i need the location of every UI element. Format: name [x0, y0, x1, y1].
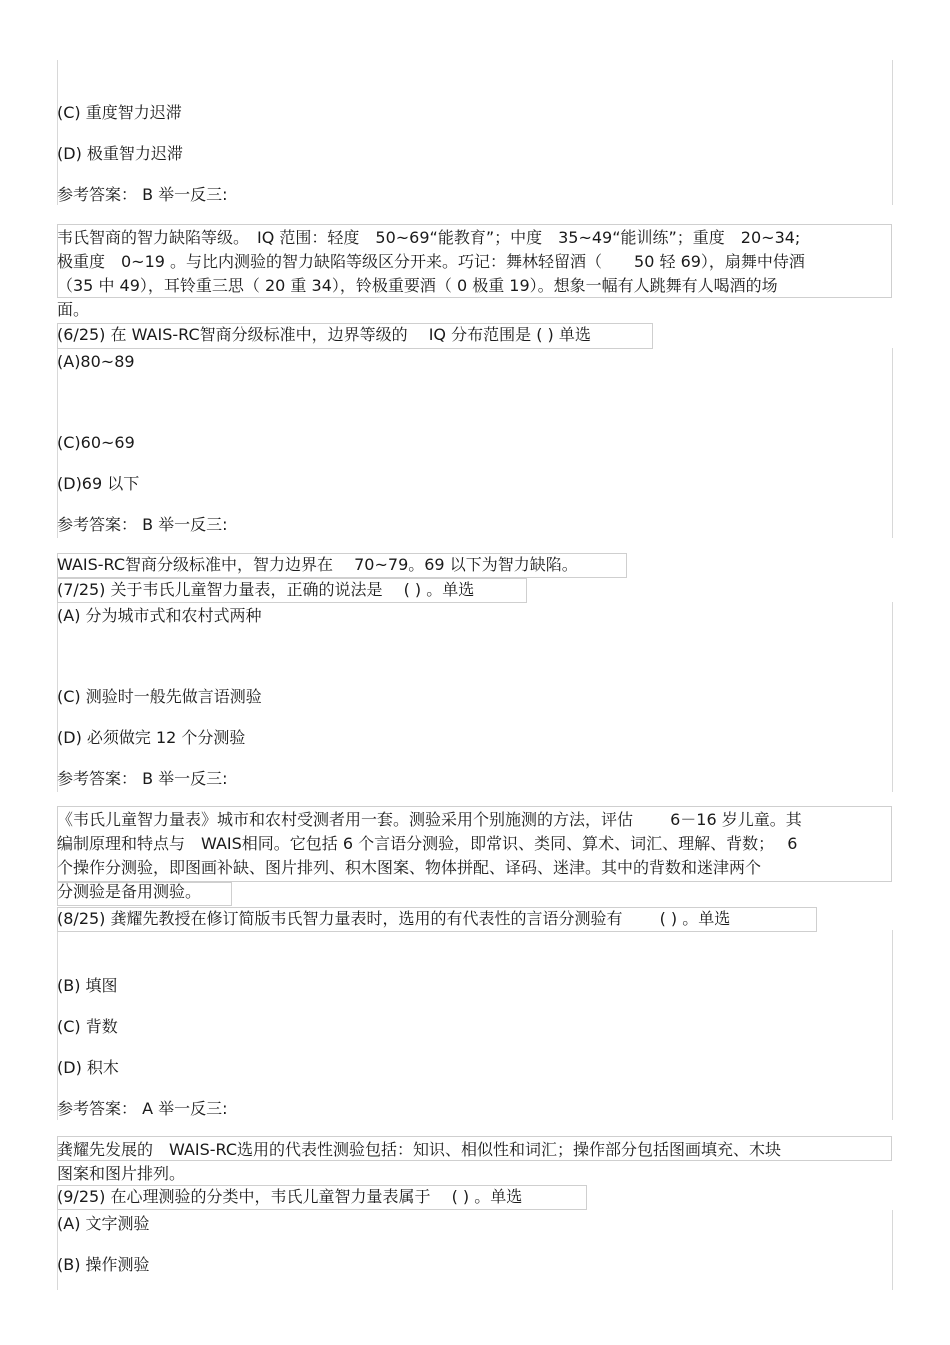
q7-option-c: (C) 测验时一般先做言语测验 [57, 687, 262, 706]
q8-explanation [57, 1138, 892, 1186]
q6-answer: 参考答案： B 举一反三: [57, 515, 228, 534]
frame-line [892, 348, 893, 538]
explanation-line: 个操作分测验，即图画补缺、图片排列、积木图案、物体拼配、译码、迷津。其中的背数和迷津两个 [57, 858, 762, 877]
q5-option-d: (D) 极重智力迟滞 [57, 144, 183, 163]
q7-question: (7/25) 关于韦氏儿童智力量表，正确的说法是 ( ) 。单选 [57, 580, 475, 599]
q9-option-a: (A) 文字测验 [57, 1214, 150, 1233]
q6-option-d: (D)69 以下 [57, 474, 140, 493]
q7-explanation [57, 808, 892, 904]
q5-answer: 参考答案： B 举一反三: [57, 185, 228, 204]
q9-option-b: (B) 操作测验 [57, 1255, 150, 1274]
q7-option-a: (A) 分为城市式和农村式两种 [57, 606, 262, 625]
frame-line [57, 60, 58, 205]
q6-option-a: (A)80~89 [57, 352, 135, 371]
explanation-line: （35 中 49），耳铃重三思（ 20 重 34），铃极重要酒（ 0 极重 19）。想象一幅有人跳舞有人喝酒的场 [57, 276, 778, 295]
explanation-line: 分测验是备用测验。 [57, 882, 202, 901]
q6-option-c: (C)60~69 [57, 433, 135, 452]
q8-answer: 参考答案： A 举一反三: [57, 1099, 228, 1118]
explanation-line: 《韦氏儿童智力量表》城市和农村受测者用一套。测验采用个别施测的方法，评估 6－16 岁儿童。其 [57, 810, 802, 829]
q6-question: (6/25) 在 WAIS-RC智商分级标准中，边界等级的 IQ 分布范围是 ( ) 单选 [57, 325, 591, 344]
q8-option-b: (B) 填图 [57, 976, 118, 995]
q8-option-d: (D) 积木 [57, 1058, 119, 1077]
q8-question: (8/25) 龚耀先教授在修订简版韦氏智力量表时，选用的有代表性的言语分测验有 ( ) 。单选 [57, 909, 731, 928]
explanation-line: 龚耀先发展的 WAIS-RC选用的代表性测验包括：知识、相似性和词汇；操作部分包括图画填充、木块 [57, 1140, 782, 1159]
explanation-line: 极重度 0~19 。与比内测验的智力缺陷等级区分开来。巧记：舞林轻留酒（ 50 轻 69），扇舞中侍酒 [57, 252, 805, 271]
q6-explanation: WAIS-RC智商分级标准中，智力边界在 70~79。69 以下为智力缺陷。 [57, 555, 578, 574]
q8-option-c: (C) 背数 [57, 1017, 118, 1036]
q5-option-c: (C) 重度智力迟滞 [57, 103, 182, 122]
frame-line [892, 930, 893, 1120]
q7-option-d: (D) 必须做完 12 个分测验 [57, 728, 246, 747]
explanation-line: 面。 [57, 300, 90, 319]
q9-question: (9/25) 在心理测验的分类中，韦氏儿童智力量表属于 ( ) 。单选 [57, 1187, 523, 1206]
explanation-line: 图案和图片排列。 [57, 1164, 186, 1183]
q5-explanation [57, 226, 892, 322]
frame-line [892, 1210, 893, 1290]
frame-line [892, 602, 893, 792]
explanation-line: 编制原理和特点与 WAIS相同。它包括 6 个言语分测验，即常识、类同、算术、词汇、理解、背数； 6 [57, 834, 798, 853]
frame-line [892, 60, 893, 205]
explanation-line: 韦氏智商的智力缺陷等级。 IQ 范围：轻度 50~69“能教育”；中度 35~49“能训练”；重度 20~34; [57, 228, 801, 247]
q7-answer: 参考答案： B 举一反三: [57, 769, 228, 788]
